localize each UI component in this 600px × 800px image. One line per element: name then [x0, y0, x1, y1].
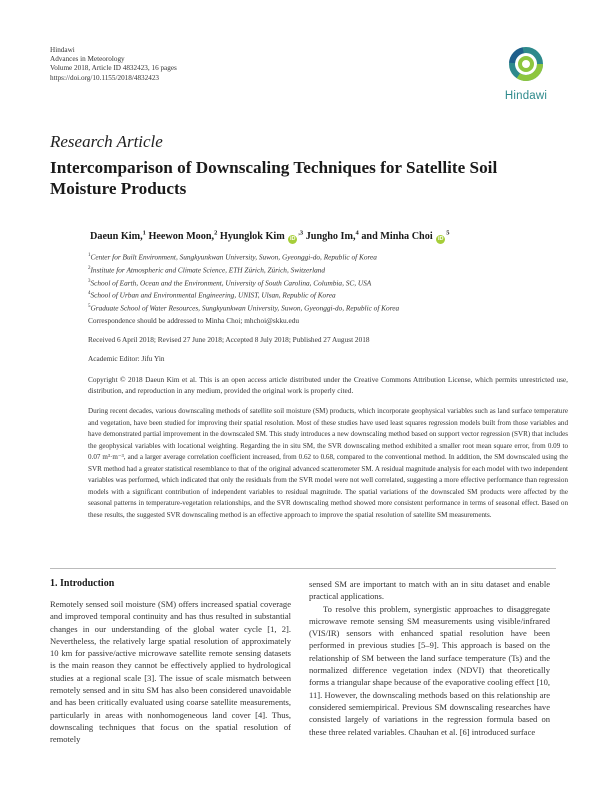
academic-editor: Academic Editor: Jifu Yin: [88, 354, 165, 363]
body-column-right: [309, 578, 550, 738]
section-divider: [50, 568, 556, 569]
article-type: Research Article: [50, 132, 163, 151]
author[interactable]: and Minha Choi $iD^5$: [361, 230, 450, 243]
author[interactable]: Hyunglok Kim $iD^{,3}$: [219, 230, 304, 243]
volume-line: Volume 2018, Article ID 4832423, 16 pages: [50, 64, 177, 73]
affiliation: $^5$Graduate School of Water Resources, Sungkyunkwan University, Suwon, Gyeonggi-do, Republic of Korea: [88, 303, 400, 313]
journal-info: [50, 46, 177, 83]
author[interactable]: Daeun Kim,$^1$: [90, 230, 146, 243]
body-paragraph: Remotely sensed soil moisture (SM) offers increased spatial coverage and improved temporal continuity and has thus resulted in substantial changes in our understanding of the global water cycle [1, 2]. Nevertheless, the relatively large spatial resolution of approximately 10 km for passive/active microwave satellite remote sensing datasets is the main reason they cannot be effectively applied to hydrological studies at a regional scale [3]. The issue of scale mismatch between remotely sensed and in situ SM has also been considered unavoidable and has been critically evaluated using coarse satellite measurements, particularly in areas with nonhomogeneous land cover [4]. Thus, downscaling techniques that focus on the spatial resolution of remotely: [50, 599, 291, 745]
affiliation: $^2$Institute for Atmospheric and Climate Science, ETH Zürich, Zürich, Switzerland: [88, 265, 326, 275]
publication-dates: Received 6 April 2018; Revised 27 June 2018; Accepted 8 July 2018; Published 27 August 2018: [88, 335, 370, 344]
body-column-left: [50, 598, 291, 746]
abstract: During recent decades, various downscaling methods of satellite soil moisture (SM) products, which incorporate geophysical variables such as land surface temperature and vegetation, have been studied for improving their spatial resolution. Most of these studies have used least squares regression models built from those variables and have demonstrated partial improvement in the downscaled SM. This study introduces a new downscaling method based on support vector regression (SVR) that includes the geophysical variables with locational weighting. Regarding the in situ SM, the SVR downscaling method exhibited a smaller root mean square error, from 0.09 to 0.07 m³·m⁻³, and a larger average correlation coefficient increased, from 0.62 to 0.68, compared to the conventional method. In addition, the SM downscaled using the SVR method had a greater statistical resemblance to that of the original advanced scatterometer SM. A residual magnitude analysis for each model with two independent variables was performed, which indicated that only the residuals from the SVR model were not well correlated, suggesting a more effective performance than regression models with a significant contribution of independent variables to residual magnitude. The spatial variations of the downscaled SM products were affected by the seasonal patterns in temperature-vegetation relationships, and the SVR downscaling method showed more consistent performance in terms of seasonal effect. Based on these results, the suggested SVR downscaling method is an effective approach to improve the spatial resolution of satellite SM measurements.: [88, 407, 568, 519]
section-heading: 1. Introduction: [50, 578, 115, 589]
body-paragraph: To resolve this problem, synergistic approaches to disaggregate microwave remote sensing SM measurements using visible/infrared (VIS/IR) sensors with enhanced spatial resolution have been performed in previous studies [5–9]. This approach is based on the relationship of SM between the land surface temperature (Ts) and the normalized difference vegetation index (NDVI) that theoretically forms a triangular shape because of the evaporative cooling effect [10, 11]. However, the downscaling methods based on this relationship are considered semiempirical. Previous SM downscaling researches have consisted largely of variations in the regression formula based on these three related variables. Chauhan et al. [6] introduced surface: [309, 603, 550, 737]
paper-title: Intercomparison of Downscaling Techniques for Satellite Soil Moisture Products: [50, 158, 498, 198]
author-list: [90, 230, 449, 244]
affiliation: $^4$School of Urban and Environmental Engineering, UNIST, Ulsan, Republic of Korea: [88, 290, 336, 300]
orcid-icon[interactable]: iD: [437, 236, 444, 243]
orcid-icon[interactable]: iD: [290, 236, 296, 243]
correspondence: Correspondence should be addressed to Minha Choi; mhchoi@skku.edu: [88, 316, 299, 325]
hindawi-logo-text: Hindawi: [504, 90, 548, 102]
hindawi-logo-icon: [504, 46, 548, 88]
doi-link[interactable]: https://doi.org/10.1155/2018/4832423: [50, 73, 160, 82]
author[interactable]: Heewon Moon,$^2$: [148, 230, 218, 243]
affiliation: $^3$School of Earth, Ocean and the Environment, University of South Carolina, Columbia, SC, USA: [88, 278, 372, 288]
affiliations: [88, 250, 399, 314]
copyright-notice: Copyright © 2018 Daeun Kim et al. This is an open access article distributed under the Creative Commons Attribution License, which permits unrestricted use, distribution, and reproduction in any medium, provided the original work is properly cited.: [88, 375, 568, 396]
journal-name: Advances in Meteorology: [50, 55, 125, 64]
body-paragraph: sensed SM are important to match with an in situ dataset and enable practical applications.: [309, 579, 550, 602]
hindawi-logo: [496, 46, 556, 106]
affiliation: $^1$Center for Built Environment, Sungkyunkwan University, Suwon, Gyeonggi-do, Republic of Korea: [88, 252, 377, 262]
author[interactable]: Jungho Im,$^4$: [305, 230, 359, 243]
publisher-name: Hindawi: [50, 46, 75, 54]
